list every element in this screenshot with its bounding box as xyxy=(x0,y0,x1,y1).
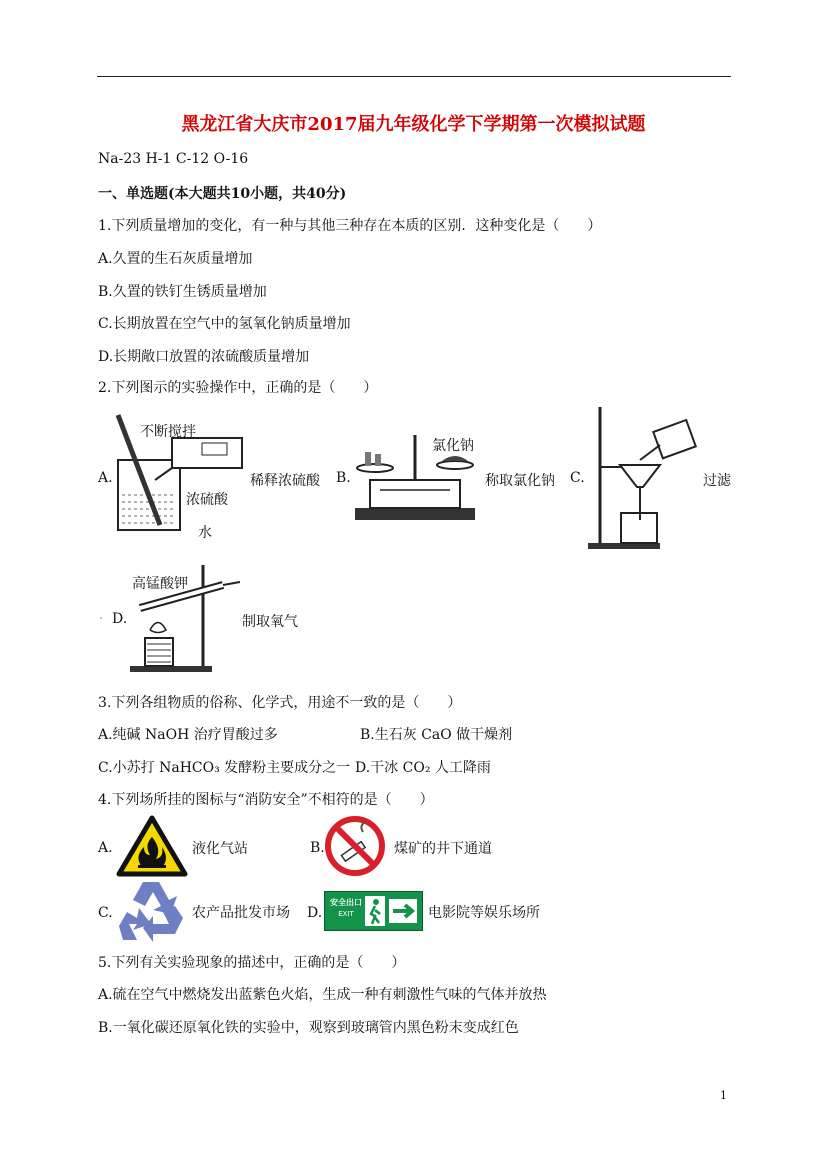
q1-option-d: D.长期敞口放置的浓硫酸质量增加 xyxy=(98,349,310,365)
page-number: 1 xyxy=(720,1089,727,1102)
recycle-icon xyxy=(115,878,187,944)
sodium-chloride-pile xyxy=(442,456,468,461)
q5-option-a: A.硫在空气中燃烧发出蓝紫色火焰，生成一种有刺激性气味的气体并放热 xyxy=(98,987,547,1003)
q2-b-caption: 称取氯化钠 xyxy=(485,473,555,489)
q2-a-letter: A. xyxy=(98,470,113,486)
q2-c-letter: C. xyxy=(570,470,585,486)
q4-b-caption: 煤矿的井下通道 xyxy=(394,841,492,857)
section-heading: 一、单选题(本大题共10小题，共40分) xyxy=(98,186,347,202)
exit-sign-cn: 安全出口 xyxy=(330,898,362,907)
q1-stem: 1.下列质量增加的变化，有一种与其他三种存在本质的区别．这种变化是（ ） xyxy=(98,218,602,234)
q2-d-caption: 制取氧气 xyxy=(242,614,298,630)
q2-a-caption: 稀释浓硫酸 xyxy=(250,473,320,489)
q4-b-letter: B. xyxy=(310,840,325,856)
q2-c-caption: 过滤 xyxy=(703,473,731,489)
label-water: 水 xyxy=(198,525,212,541)
q5-stem: 5.下列有关实验现象的描述中，正确的是（ ） xyxy=(98,955,406,971)
exit-sign-en: EXIT xyxy=(338,910,354,918)
q1-option-a: A.久置的生石灰质量增加 xyxy=(98,251,253,267)
q2-stem: 2.下列图示的实验操作中，正确的是（ ） xyxy=(98,380,378,396)
q4-c-letter: C. xyxy=(98,905,113,921)
q1-option-c: C.长期放置在空气中的氢氧化钠质量增加 xyxy=(98,316,351,332)
right-pan xyxy=(437,461,473,469)
label-acid: 浓硫酸 xyxy=(186,492,228,508)
q3-option-d: D.干冰 CO₂ 人工降雨 xyxy=(355,760,491,776)
q4-c-caption: 农产品批发市场 xyxy=(192,905,290,921)
q4-d-caption: 电影院等娱乐场所 xyxy=(428,905,540,921)
q4-a-letter: A. xyxy=(98,840,113,856)
label-kmno4: 高锰酸钾 xyxy=(132,576,188,592)
q4-a-caption: 液化气站 xyxy=(192,841,248,857)
q4-stem: 4.下列场所挂的图标与“消防安全”不相符的是（ ） xyxy=(98,792,434,808)
funnel xyxy=(620,465,660,487)
atomic-masses: Na-23 H-1 C-12 O-16 xyxy=(98,151,249,167)
q3-option-c: C.小苏打 NaHCO₃ 发酵粉主要成分之一 xyxy=(98,760,351,776)
q4-d-letter: D. xyxy=(307,905,323,921)
page-title: 黑龙江省大庆市2017届九年级化学下学期第一次模拟试题 xyxy=(181,114,646,135)
exit-sign xyxy=(324,891,423,931)
q5-option-b: B.一氧化碳还原氧化铁的实验中，观察到玻璃管内黑色粉末变成红色 xyxy=(98,1020,519,1036)
label-stir: 不断搅拌 xyxy=(140,424,196,440)
flammable-warning-icon xyxy=(116,815,188,877)
bottle-label xyxy=(202,443,227,455)
running-man-arrow-icon xyxy=(365,896,419,926)
filtration-diagram xyxy=(585,405,700,550)
q3-stem: 3.下列各组物质的俗称、化学式，用途不一致的是（ ） xyxy=(98,695,462,711)
label-nacl: 氯化钠 xyxy=(432,438,474,454)
q2-b-letter: B. xyxy=(336,470,351,486)
balance-base xyxy=(355,508,475,520)
q3-option-a: A.纯碱 NaOH 治疗胃酸过多 xyxy=(98,727,278,743)
q1-option-b: B.久置的铁钉生锈质量增加 xyxy=(98,284,267,300)
stray-dot: · xyxy=(99,611,104,627)
header-rule xyxy=(97,76,731,77)
flame xyxy=(150,623,166,633)
pouring-beaker xyxy=(653,420,695,458)
q3-option-b: B.生石灰 CaO 做干燥剂 xyxy=(360,727,513,743)
q2-d-letter: D. xyxy=(112,611,128,627)
no-smoking-icon xyxy=(323,814,387,878)
